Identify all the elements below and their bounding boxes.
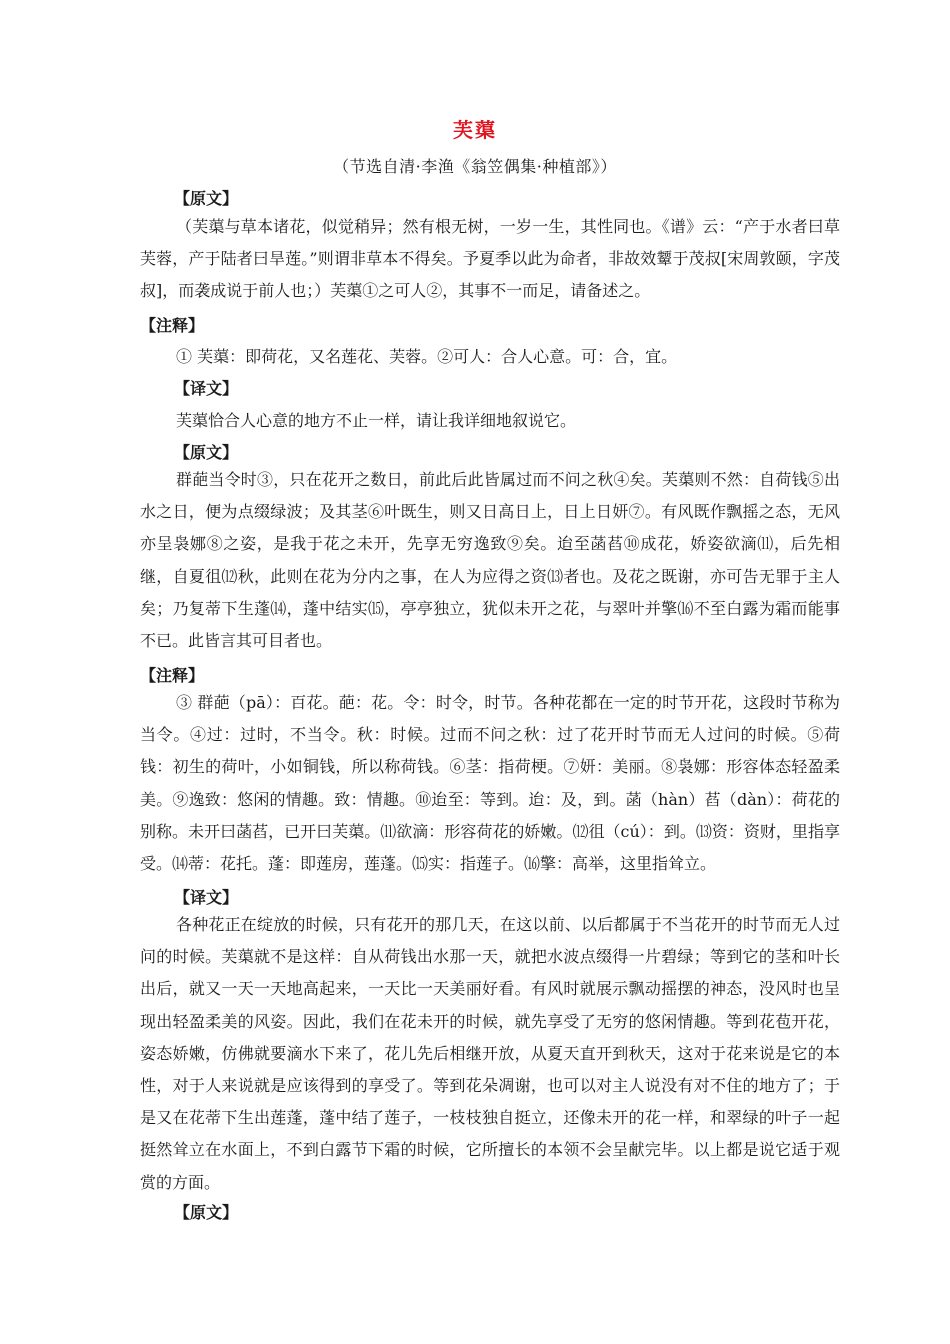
paragraph: 各种花正在绽放的时候，只有花开的那几天，在这以前、以后都属于不当花开的时节而无人过问的时候。芙蕖就不是这样：自从荷钱出水那一天，就把水波点缀得一片碧绿；等到它的茎和叶长出后，就又一天一天地高起来，一天比一天美丽好看。有风时就展示飘动摇摆的神态，没风时也呈现出轻盈柔美的风姿。因此，我们在花未开的时候，就先享受了无穷的悠闲情趣。等到花苞开花，姿态娇嫩，仿佛就要滴水下来了，花儿先后相继开放，从夏天直开到秋天，这对于花来说是它的本性，对于人来说就是应该得到的享受了。等到花朵凋谢，也可以对主人说没有对不住的地方了；于是又在花蒂下生出莲蓬，蓬中结了莲子，一枝枝独自挺立，还像未开的花一样，和翠绿的叶子一起挺然耸立在水面上，不到白露节下霜的时候，它所擅长的本领不会呈献完毕。以上都是说它适于观赏的方面。 — [140, 915, 840, 1192]
section-heading-original-2: 【原文】 — [174, 443, 239, 462]
section-heading-notes-2: 【注释】 — [140, 666, 205, 685]
section-heading-original-3: 【原文】 — [174, 1203, 239, 1222]
paragraph: ③ 群葩（pā）：百花。葩：花。令：时令，时节。各种花都在一定的时节开花，这段时节称为当令。④过：过时，不当令。秋：时候。过而不问之秋：过了花开时节而无人过问的时候。⑤荷钱：初生的荷叶，小如铜钱，所以称荷钱。⑥茎：指荷梗。⑦妍：美丽。⑧袅娜：形容体态轻盈柔美。⑨逸致：悠闲的情趣。致：情趣。⑩迨至：等到。迨：及，到。菡（hàn）萏（dàn）：荷花的别称。未开曰菡萏，已开曰芙蕖。⑾欲滴：形容荷花的娇嫩。⑿徂（cú）：到。⒀资：资财，里指享受。⒁蒂：花托。蓬：即莲房，莲蓬。⒂实：指莲子。⒃擎：高举，这里指耸立。 — [140, 693, 840, 874]
section-text-notes-2 — [140, 687, 840, 880]
section-text-notes-1: ① 芙蕖：即荷花，又名莲花、芙蓉。②可人：合人心意。可：合，宜。 — [176, 347, 678, 366]
section-heading-notes-1: 【注释】 — [140, 316, 205, 335]
section-heading-translation-1: 【译文】 — [174, 379, 239, 398]
section-text-translation-2 — [140, 909, 840, 1199]
page-subtitle: （节选自清·李渔《翁笠偶集·种植部》） — [333, 157, 617, 176]
section-heading-original-1: 【原文】 — [174, 189, 239, 208]
paragraph: （芙蕖与草本诸花，似觉稍异；然有根无树，一岁一生，其性同也。《谱》云：“产于水者曰草芙蓉，产于陆者曰旱莲。”则谓非草本不得矣。予夏季以此为命者，非故效颦于茂叔[宋周敦颐，字茂叔]，而袭成说于前人也；）芙蕖①之可人②，其事不一而足，请备述之。 — [140, 217, 840, 301]
section-heading-translation-2: 【译文】 — [174, 888, 239, 907]
section-text-translation-1: 芙蕖恰合人心意的地方不止一样，请让我详细地叙说它。 — [176, 411, 577, 430]
section-text-original-1 — [140, 211, 840, 308]
paragraph: 群葩当令时③，只在花开之数日，前此后此皆属过而不问之秋④矣。芙蕖则不然：自荷钱⑤出水之日，便为点缀绿波；及其茎⑥叶既生，则又日高日上，日上日妍⑦。有风既作飘摇之态，无风亦呈袅娜⑧之姿，是我于花之未开，先享无穷逸致⑨矣。迨至菡萏⑩成花，娇姿欲滴⑾，后先相继，自夏徂⑿秋，此则在花为分内之事，在人为应得之资⒀者也。及花之既谢，亦可告无罪于主人矣；乃复蒂下生蓬⒁，蓬中结实⒂，亭亭独立，犹似未开之花，与翠叶并擎⒃不至白露为霜而能事不已。此皆言其可目者也。 — [140, 470, 840, 651]
section-text-original-2 — [140, 464, 840, 657]
page-title: 芙蕖 — [453, 118, 497, 142]
